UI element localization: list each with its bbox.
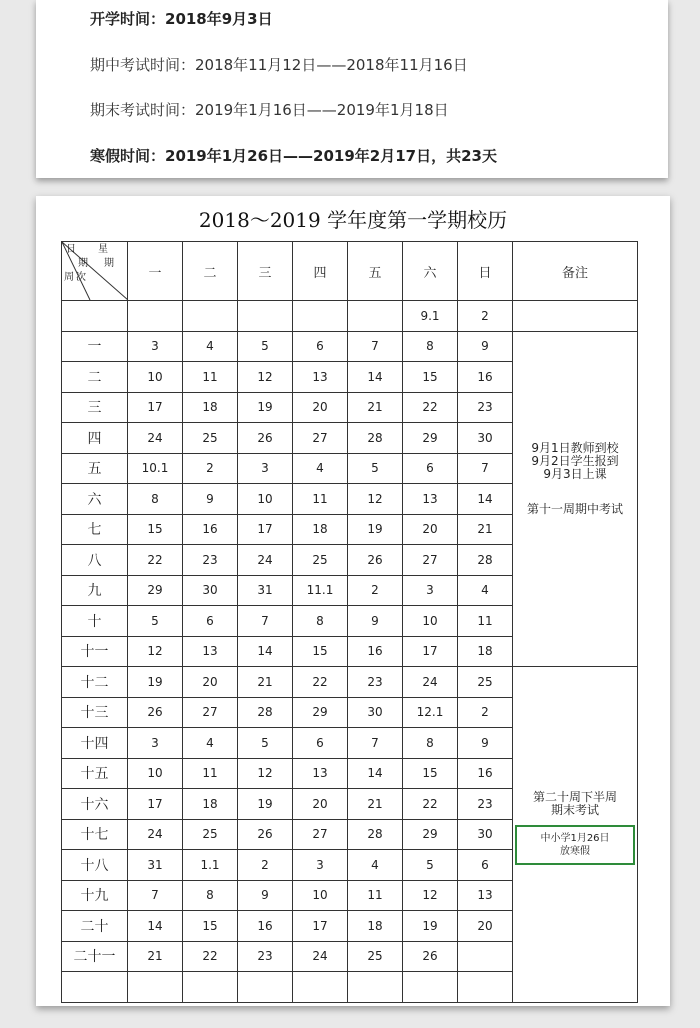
day-cell: 25 [348, 941, 403, 972]
day-cell: 25 [183, 423, 238, 454]
day-cell [403, 972, 458, 1003]
day-cell: 26 [238, 819, 293, 850]
calendar-title: 2018～2019 学年度第一学期校历 [198, 208, 508, 232]
day-cell: 22 [183, 941, 238, 972]
calendar-table [61, 241, 638, 1003]
day-cell: 16 [458, 362, 513, 393]
day-cell: 11 [183, 758, 238, 789]
day-cell: 9 [458, 728, 513, 759]
day-cell: 26 [238, 423, 293, 454]
day-cell: 6 [403, 453, 458, 484]
remarks-cell-second-half [513, 667, 638, 1003]
day-cell: 29 [403, 819, 458, 850]
week-number-cell: 二十 [62, 911, 128, 942]
day-cell: 9.1 [403, 301, 458, 332]
day-cell: 15 [128, 514, 183, 545]
day-cell: 29 [128, 575, 183, 606]
day-cell [183, 972, 238, 1003]
day-cell: 11 [348, 880, 403, 911]
day-cell: 18 [348, 911, 403, 942]
day-cell: 12 [238, 362, 293, 393]
day-cell: 31 [238, 575, 293, 606]
corner-label-ci: 次 [76, 272, 86, 283]
week-number-cell: 九 [62, 575, 128, 606]
day-cell: 21 [348, 392, 403, 423]
week-number-cell: 十 [62, 606, 128, 637]
day-cell: 20 [183, 667, 238, 698]
day-cell: 13 [293, 758, 348, 789]
weekday-header-sat: 六 [403, 242, 458, 301]
day-cell: 24 [128, 819, 183, 850]
corner-label-ri: 日 [66, 244, 76, 255]
day-cell: 25 [183, 819, 238, 850]
week-number-cell: 十三 [62, 697, 128, 728]
day-cell: 4 [183, 728, 238, 759]
day-cell: 16 [458, 758, 513, 789]
calendar-row [62, 301, 638, 332]
midterm-exam-dates: 期中考试时间：2018年11月12日——2018年11月16日 [90, 56, 468, 74]
day-cell: 19 [238, 392, 293, 423]
remarks-cell-empty [513, 301, 638, 332]
day-cell: 9 [458, 331, 513, 362]
day-cell: 14 [128, 911, 183, 942]
calendar-header-row [62, 242, 638, 301]
day-cell: 5 [403, 850, 458, 881]
day-cell: 5 [238, 728, 293, 759]
remark-classes-begin: 9月3日上课 [543, 466, 607, 481]
day-cell: 4 [458, 575, 513, 606]
day-cell: 7 [238, 606, 293, 637]
remark-winter-break: 放寒假 [560, 846, 590, 857]
day-cell: 23 [348, 667, 403, 698]
weekday-header-thu: 四 [293, 242, 348, 301]
day-cell: 21 [238, 667, 293, 698]
day-cell: 19 [348, 514, 403, 545]
day-cell: 24 [293, 941, 348, 972]
day-cell: 15 [293, 636, 348, 667]
day-cell: 20 [458, 911, 513, 942]
day-cell: 17 [403, 636, 458, 667]
day-cell: 2 [238, 850, 293, 881]
day-cell: 29 [403, 423, 458, 454]
day-cell: 3 [403, 575, 458, 606]
week-number-cell: 十一 [62, 636, 128, 667]
day-cell: 2 [348, 575, 403, 606]
day-cell: 23 [458, 789, 513, 820]
corner-label-xing: 星 [98, 244, 108, 255]
day-cell: 3 [238, 453, 293, 484]
day-cell: 28 [348, 819, 403, 850]
week-number-cell [62, 301, 128, 332]
day-cell: 12.1 [403, 697, 458, 728]
calendar-row [62, 667, 638, 698]
week-number-cell: 十四 [62, 728, 128, 759]
schedule-summary-card [36, 0, 668, 178]
day-cell: 3 [293, 850, 348, 881]
remark-students-register: 9月2日学生报到 [531, 453, 619, 468]
day-cell: 30 [458, 819, 513, 850]
week-number-cell: 十五 [62, 758, 128, 789]
week-number-cell: 三 [62, 392, 128, 423]
day-cell: 24 [238, 545, 293, 576]
day-cell: 18 [293, 514, 348, 545]
day-cell: 13 [458, 880, 513, 911]
week-number-cell: 十九 [62, 880, 128, 911]
day-cell: 21 [128, 941, 183, 972]
day-cell: 2 [458, 301, 513, 332]
day-cell: 2 [183, 453, 238, 484]
day-cell [238, 972, 293, 1003]
day-cell: 13 [183, 636, 238, 667]
day-cell: 7 [458, 453, 513, 484]
day-cell: 3 [128, 331, 183, 362]
day-cell: 13 [293, 362, 348, 393]
day-cell: 4 [293, 453, 348, 484]
day-cell: 24 [403, 667, 458, 698]
winter-break-note-box [515, 825, 635, 865]
week-number-cell: 六 [62, 484, 128, 515]
corner-label-qi2: 期 [104, 258, 114, 269]
day-cell: 8 [403, 728, 458, 759]
day-cell: 15 [183, 911, 238, 942]
day-cell: 30 [458, 423, 513, 454]
calendar-row [62, 331, 638, 362]
week-number-cell: 十六 [62, 789, 128, 820]
day-cell: 31 [128, 850, 183, 881]
day-cell: 5 [128, 606, 183, 637]
week-number-cell: 十七 [62, 819, 128, 850]
day-cell: 27 [403, 545, 458, 576]
remark-final-exam-week: 第二十周下半周 [532, 790, 617, 804]
winter-vacation-dates: 寒假时间：2019年1月26日——2019年2月17日，共23天 [90, 147, 497, 165]
day-cell: 27 [293, 819, 348, 850]
day-cell: 25 [293, 545, 348, 576]
day-cell: 12 [128, 636, 183, 667]
day-cell: 23 [183, 545, 238, 576]
remark-winter-break-date: 中小学1月26日 [540, 833, 610, 844]
week-number-cell: 十八 [62, 850, 128, 881]
day-cell: 5 [348, 453, 403, 484]
week-number-cell: 四 [62, 423, 128, 454]
day-cell: 22 [403, 789, 458, 820]
day-cell [293, 972, 348, 1003]
day-cell: 20 [403, 514, 458, 545]
day-cell: 2 [458, 697, 513, 728]
day-cell: 10 [403, 606, 458, 637]
day-cell: 9 [183, 484, 238, 515]
remarks-cell-first-half [513, 331, 638, 667]
day-cell [458, 972, 513, 1003]
day-cell [238, 301, 293, 332]
day-cell: 5 [238, 331, 293, 362]
day-cell: 14 [458, 484, 513, 515]
day-cell: 11 [458, 606, 513, 637]
day-cell: 8 [183, 880, 238, 911]
day-cell: 19 [403, 911, 458, 942]
day-cell: 10 [128, 362, 183, 393]
day-cell: 14 [238, 636, 293, 667]
day-cell: 22 [403, 392, 458, 423]
day-cell: 7 [128, 880, 183, 911]
week-number-cell: 五 [62, 453, 128, 484]
day-cell: 27 [293, 423, 348, 454]
day-cell [348, 972, 403, 1003]
weekday-header-fri: 五 [348, 242, 403, 301]
day-cell: 16 [238, 911, 293, 942]
remark-final-exam: 期末考试 [550, 803, 599, 817]
remark-teachers-arrive: 9月1日教师到校 [531, 440, 619, 455]
day-cell: 12 [403, 880, 458, 911]
day-cell: 19 [128, 667, 183, 698]
day-cell: 20 [293, 392, 348, 423]
day-cell: 26 [348, 545, 403, 576]
day-cell: 17 [128, 789, 183, 820]
day-cell: 12 [238, 758, 293, 789]
day-cell: 9 [238, 880, 293, 911]
day-cell: 7 [348, 331, 403, 362]
day-cell: 11 [293, 484, 348, 515]
day-cell [183, 301, 238, 332]
day-cell: 29 [293, 697, 348, 728]
day-cell: 30 [348, 697, 403, 728]
day-cell: 10 [293, 880, 348, 911]
day-cell: 10 [238, 484, 293, 515]
day-cell: 19 [238, 789, 293, 820]
day-cell [128, 972, 183, 1003]
day-cell: 23 [238, 941, 293, 972]
remarks-header: 备注 [513, 242, 638, 301]
day-cell: 28 [348, 423, 403, 454]
day-cell: 6 [183, 606, 238, 637]
day-cell: 14 [348, 362, 403, 393]
day-cell: 21 [348, 789, 403, 820]
day-cell: 15 [403, 758, 458, 789]
day-cell: 16 [348, 636, 403, 667]
day-cell: 8 [403, 331, 458, 362]
day-cell: 9 [348, 606, 403, 637]
final-exam-dates: 期末考试时间：2019年1月16日——2019年1月18日 [90, 101, 449, 119]
day-cell [458, 941, 513, 972]
week-number-cell [62, 972, 128, 1003]
day-cell: 6 [293, 728, 348, 759]
day-cell: 8 [293, 606, 348, 637]
day-cell [128, 301, 183, 332]
week-number-cell: 二十一 [62, 941, 128, 972]
day-cell: 1.1 [183, 850, 238, 881]
weekday-header-sun: 日 [458, 242, 513, 301]
day-cell: 7 [348, 728, 403, 759]
weekday-header-wed: 三 [238, 242, 293, 301]
day-cell: 4 [348, 850, 403, 881]
day-cell: 26 [403, 941, 458, 972]
day-cell [293, 301, 348, 332]
day-cell: 28 [238, 697, 293, 728]
day-cell: 14 [348, 758, 403, 789]
week-number-cell: 七 [62, 514, 128, 545]
day-cell: 12 [348, 484, 403, 515]
remark-midterm-week: 第十一周期中考试 [526, 501, 623, 516]
day-cell: 24 [128, 423, 183, 454]
day-cell: 22 [128, 545, 183, 576]
day-cell: 28 [458, 545, 513, 576]
day-cell: 6 [293, 331, 348, 362]
weekday-header-mon: 一 [128, 242, 183, 301]
day-cell [348, 301, 403, 332]
day-cell: 30 [183, 575, 238, 606]
day-cell: 20 [293, 789, 348, 820]
day-cell: 13 [403, 484, 458, 515]
week-number-cell: 一 [62, 331, 128, 362]
day-cell: 16 [183, 514, 238, 545]
day-cell: 10 [128, 758, 183, 789]
day-cell: 18 [183, 789, 238, 820]
day-cell: 17 [238, 514, 293, 545]
week-number-cell: 八 [62, 545, 128, 576]
day-cell: 27 [183, 697, 238, 728]
day-cell: 17 [293, 911, 348, 942]
day-cell: 3 [128, 728, 183, 759]
day-cell: 22 [293, 667, 348, 698]
day-cell: 18 [183, 392, 238, 423]
corner-label-qi1: 期 [78, 258, 88, 269]
day-cell: 26 [128, 697, 183, 728]
day-cell: 23 [458, 392, 513, 423]
corner-label-zhou: 周 [64, 272, 74, 283]
day-cell: 11.1 [293, 575, 348, 606]
day-cell: 17 [128, 392, 183, 423]
day-cell: 8 [128, 484, 183, 515]
week-number-cell: 二 [62, 362, 128, 393]
day-cell: 11 [183, 362, 238, 393]
school-start-date: 开学时间：2018年9月3日 [90, 10, 273, 28]
day-cell: 18 [458, 636, 513, 667]
day-cell: 4 [183, 331, 238, 362]
week-number-cell: 十二 [62, 667, 128, 698]
day-cell: 15 [403, 362, 458, 393]
corner-header-cell [62, 242, 128, 301]
day-cell: 10.1 [128, 453, 183, 484]
day-cell: 6 [458, 850, 513, 881]
school-calendar-card [36, 196, 670, 1006]
day-cell: 25 [458, 667, 513, 698]
weekday-header-tue: 二 [183, 242, 238, 301]
day-cell: 21 [458, 514, 513, 545]
